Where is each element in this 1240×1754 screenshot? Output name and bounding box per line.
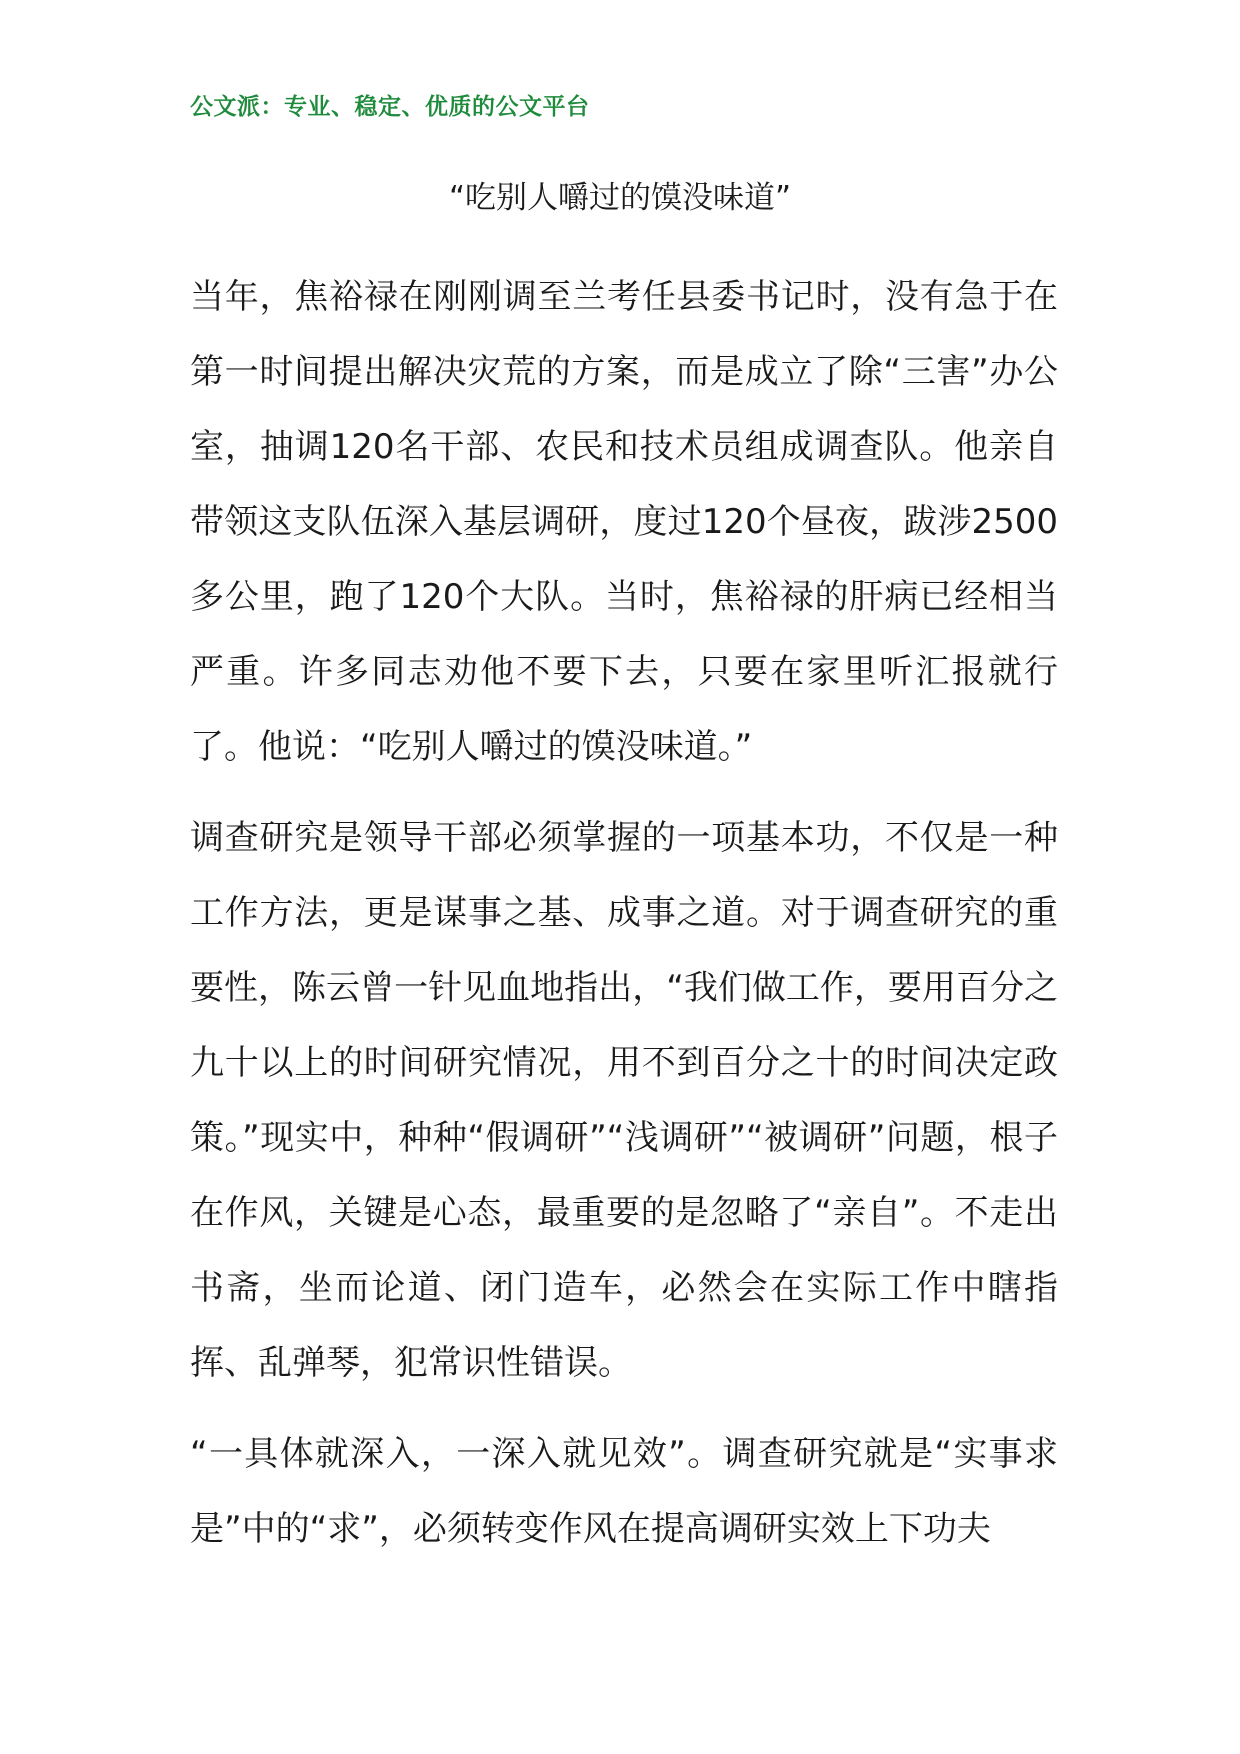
header-brand-text: 公文派：专业、稳定、优质的公文平台: [190, 93, 590, 120]
document-body: [190, 260, 1058, 1583]
paragraph-2: 调查研究是领导干部必须掌握的一项基本功，不仅是一种工作方法，更是谋事之基、成事之道。对于调查研究的重要性，陈云曾一针见血地指出，“我们做工作，要用百分之九十以上的时间研究情况，用不到百分之十的时间决定政策。”现实中，种种“假调研”“浅调研”“被调研”问题，根子在作风，关键是心态，最重要的是忽略了“亲自”。不走出书斋，坐而论道、闭门造车，必然会在实际工作中瞎指挥、乱弹琴，犯常识性错误。: [190, 818, 1058, 1383]
paragraph-1: 当年，焦裕禄在刚刚调至兰考任县委书记时，没有急于在第一时间提出解决灾荒的方案，而是成立了除“三害”办公室，抽调120名干部、农民和技术员组成调查队。他亲自带领这支队伍深入基层调研，度过120个昼夜，跋涉2500多公里，跑了120个大队。当时，焦裕禄的肝病已经相当严重。许多同志劝他不要下去，只要在家里听汇报就行了。他说：“吃别人嚼过的馍没味道。”: [190, 277, 1058, 767]
paragraph-3: “一具体就深入，一深入就见效”。调查研究就是“实事求是”中的“求”，必须转变作风在提高调研实效上下功夫: [190, 1434, 1058, 1549]
document-title: “吃别人嚼过的馍没味道”: [448, 180, 792, 216]
